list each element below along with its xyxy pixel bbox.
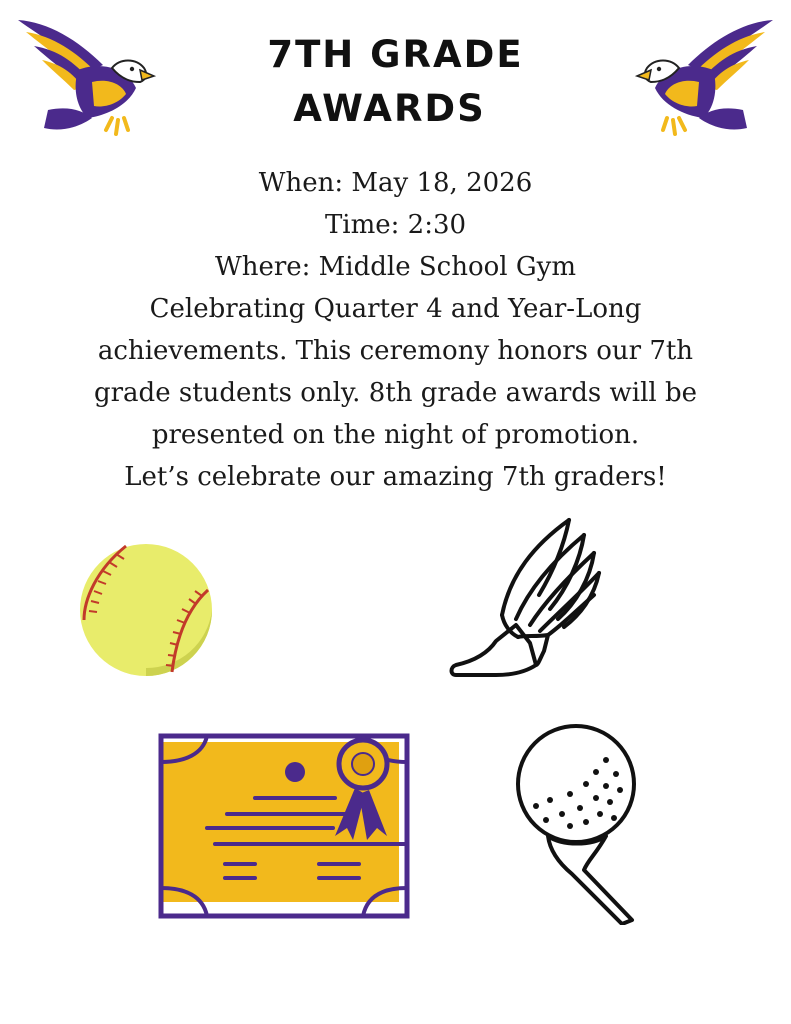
event-location: Where: Middle School Gym [214,252,576,282]
closing-line: Let’s celebrate our amazing 7th graders! [124,462,667,492]
description-line-3: grade students only. 8th grade awards will be [93,378,697,408]
description-line-4: presented on the night of promotion. [151,420,640,450]
description-line-2: achievements. This ceremony honors our 7th [97,336,694,366]
title-line-2: AWARDS [293,87,486,130]
certificate-icon [155,728,415,920]
golf-ball-tee-icon [510,720,645,925]
event-time: Time: 2:30 [324,210,467,240]
winged-shoe-icon [444,515,604,690]
description-line-1: Celebrating Quarter 4 and Year-Long [149,294,642,324]
softball-icon [76,540,216,680]
event-details [50,162,741,498]
title-line-1: 7TH GRADE [267,33,524,76]
page-title [0,28,791,136]
event-date: When: May 18, 2026 [258,168,533,198]
